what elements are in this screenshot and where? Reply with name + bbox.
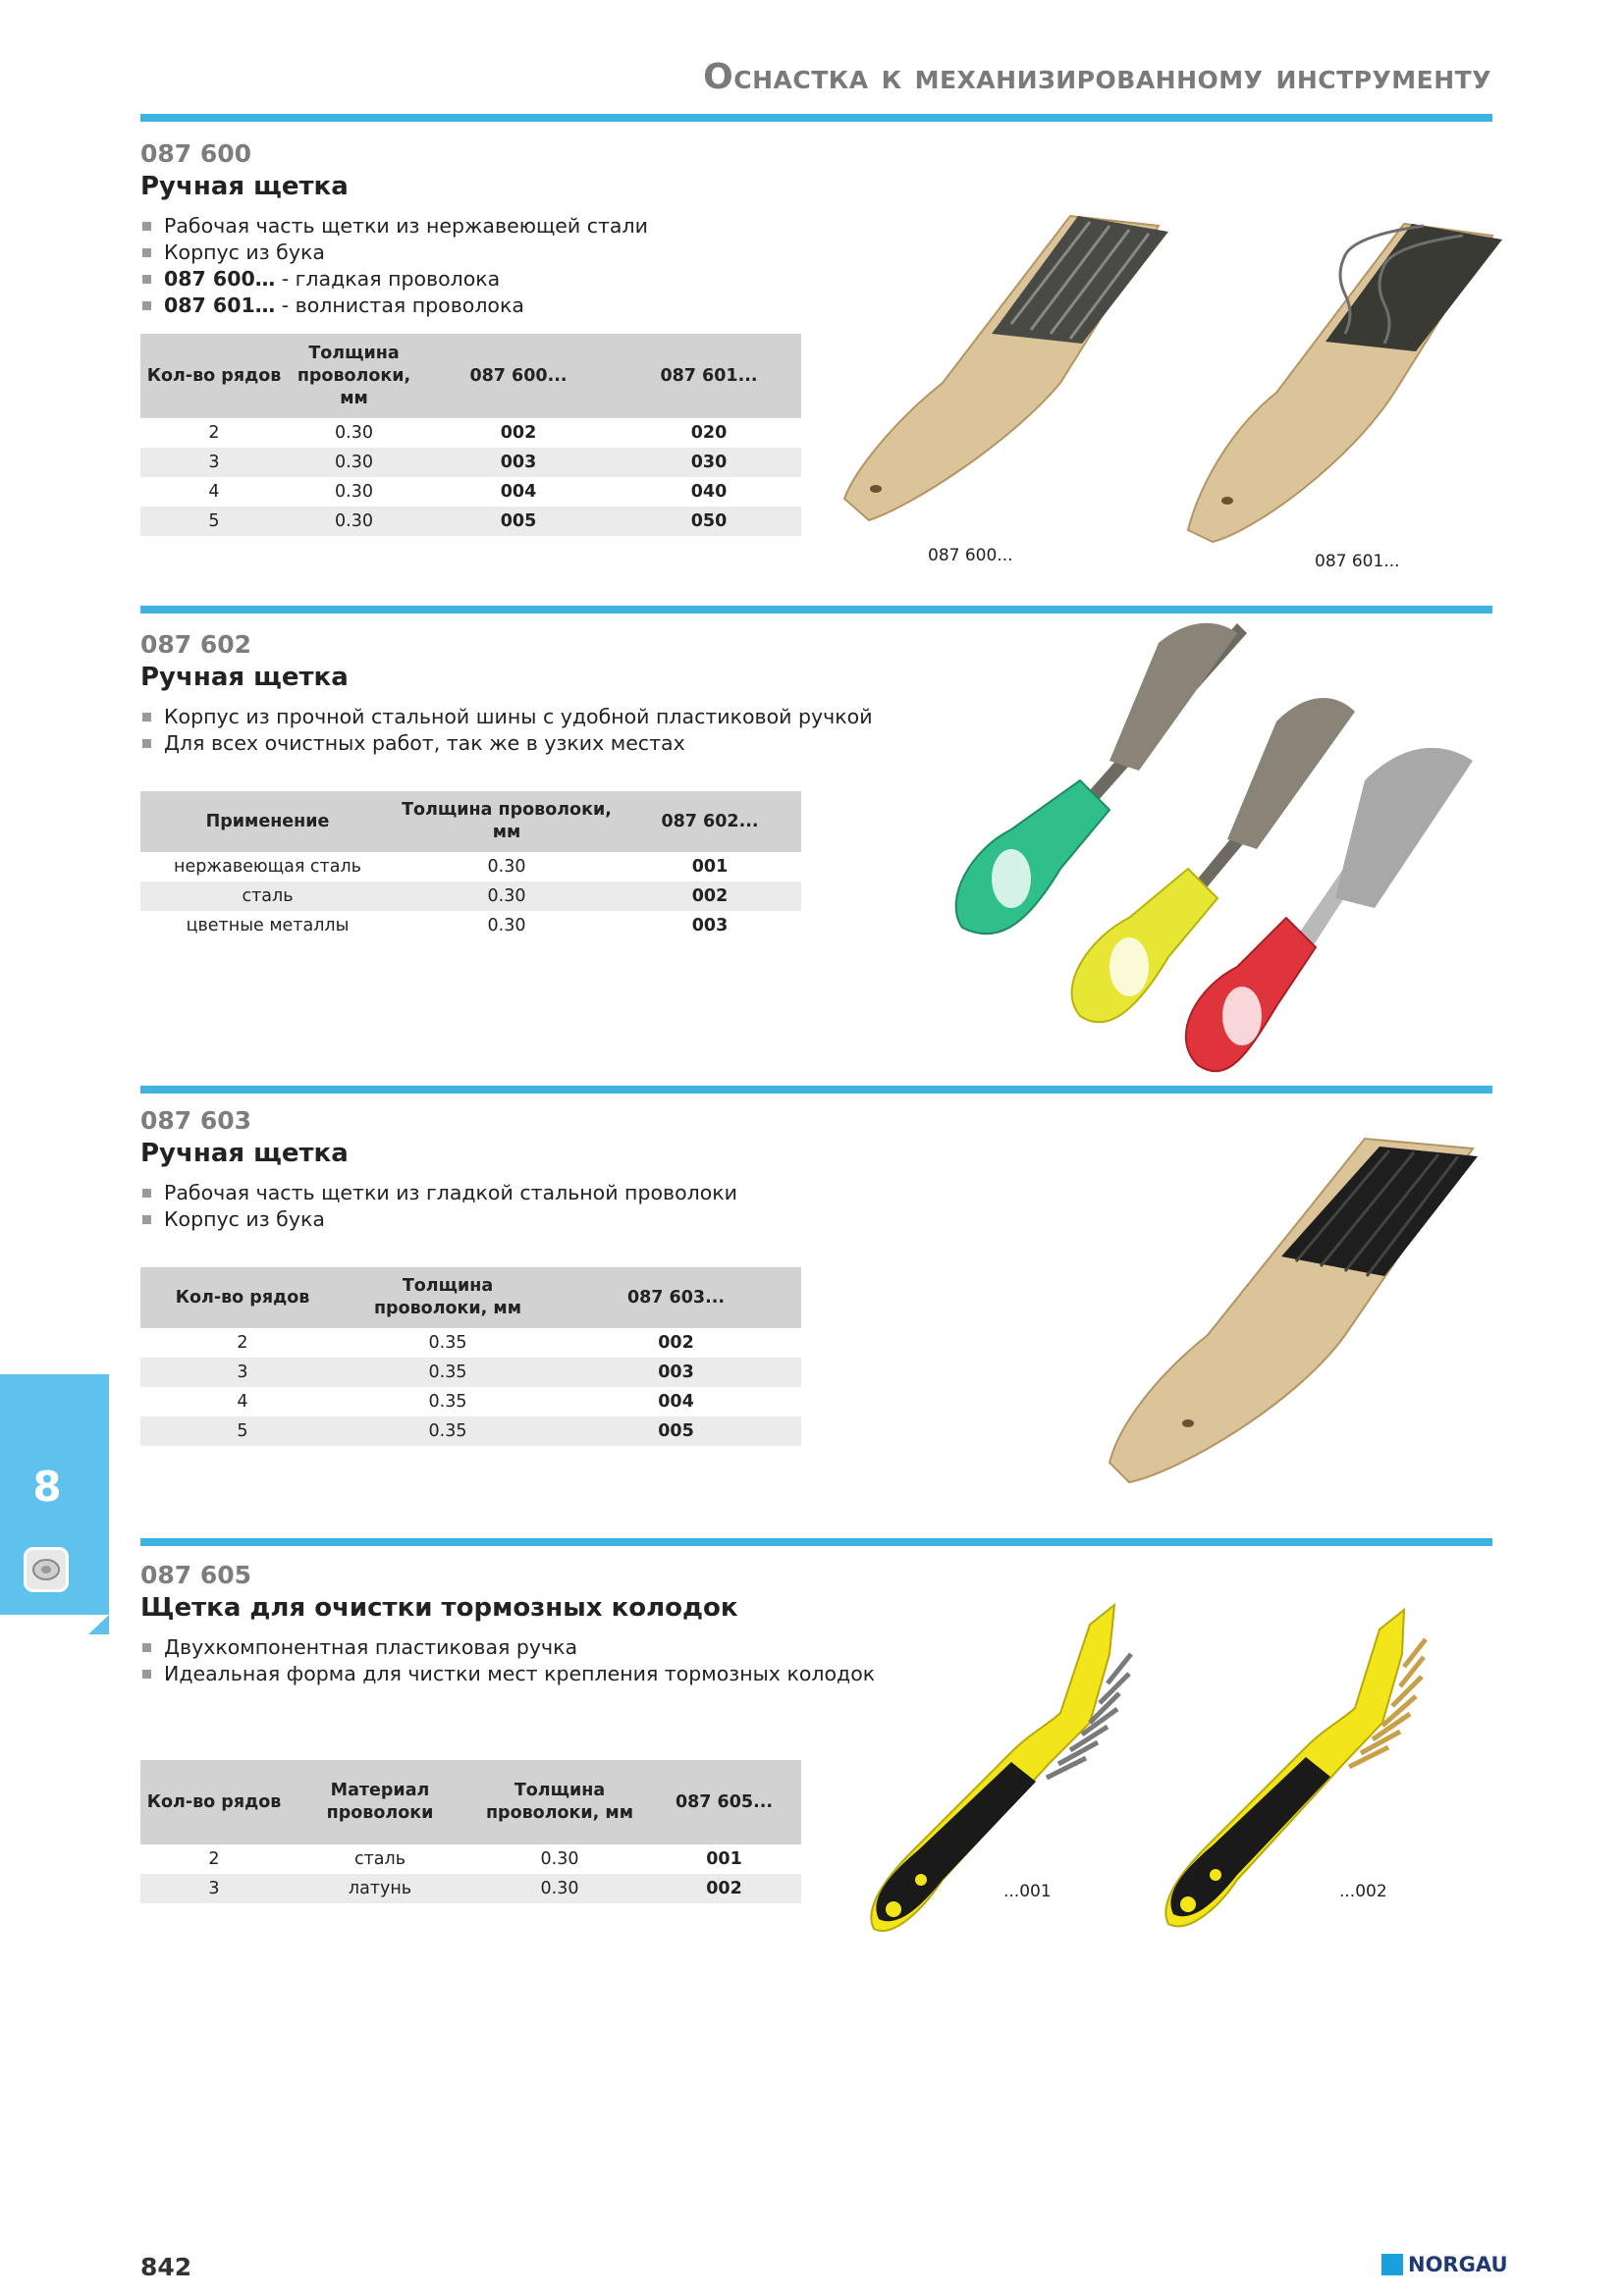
page-number: 842 — [140, 2253, 192, 2281]
table-header-row — [140, 791, 801, 852]
feature-item: Для всех очистных работ, так же в узких местах — [140, 730, 873, 757]
column-header: 087 602... — [619, 791, 801, 852]
brand-square-icon — [1381, 2254, 1403, 2275]
table-row: 4 0.30 004 040 — [208, 482, 728, 502]
feature-item: 087 601… - волнистая проволока — [140, 293, 648, 319]
spec-table — [140, 1760, 801, 1903]
table-header-row — [140, 334, 801, 418]
section-title: Ручная щетка — [140, 1139, 349, 1168]
section-rule — [140, 1538, 1492, 1546]
feature-list — [140, 213, 648, 319]
image-caption: ...002 — [1339, 1882, 1387, 1901]
table-row: нержавеющая сталь 0.30 001 — [174, 857, 729, 877]
page-heading: Оснастка к механизированному инструменту — [703, 57, 1491, 97]
column-header: Кол-во рядов — [140, 1760, 288, 1844]
table-row: 3 0.35 003 — [140, 1358, 801, 1387]
section-code: 087 602 — [140, 630, 252, 659]
column-header: Толщина проволоки, мм — [472, 1760, 647, 1844]
table-row: 3 латунь 0.30 002 — [140, 1874, 801, 1903]
feature-list — [140, 1180, 737, 1233]
section-rule — [140, 606, 1492, 614]
brake-brush-brass-image — [1159, 1610, 1502, 1944]
table-header-row — [140, 1760, 801, 1844]
spec-table — [140, 791, 801, 940]
table-row: цветные металлы 0.30 003 — [186, 916, 729, 935]
feature-item: Рабочая часть щетки из нержавеющей стали — [140, 213, 648, 240]
header-rule — [140, 114, 1492, 122]
feature-list — [140, 1634, 875, 1687]
feature-item: Корпус из бука — [140, 1206, 737, 1233]
feature-item: 087 600… - гладкая проволока — [140, 266, 648, 293]
table-row: 4 0.35 004 — [237, 1392, 694, 1412]
column-header: Кол-во рядов — [140, 334, 288, 418]
spec-table — [140, 334, 801, 536]
table-row: 2 0.35 002 — [237, 1333, 694, 1353]
section-code: 087 600 — [140, 139, 252, 168]
column-header: 087 601... — [617, 334, 801, 418]
table-row: 5 0.35 005 — [140, 1416, 801, 1446]
spec-table — [140, 1267, 801, 1446]
section-rule — [140, 1086, 1492, 1094]
column-header: Кол-во рядов — [140, 1267, 345, 1328]
feature-item: Корпус из прочной стальной шины с удобной пластиковой ручкой — [140, 704, 873, 730]
image-caption: 087 600... — [928, 546, 1013, 565]
column-header: Толщина проволоки, мм — [345, 1267, 551, 1328]
section-title: Щетка для очистки тормозных колодок — [140, 1593, 738, 1623]
image-caption: ...001 — [1003, 1882, 1052, 1901]
column-header: 087 603... — [551, 1267, 801, 1328]
wooden-brush-image — [825, 187, 1217, 540]
wooden-brush-image — [1168, 196, 1561, 550]
chapter-number: 8 — [32, 1463, 62, 1511]
feature-item: Корпус из бука — [140, 240, 648, 266]
feature-item: Рабочая часть щетки из гладкой стальной проволоки — [140, 1180, 737, 1206]
brand-logo: NORGAU — [1408, 2253, 1508, 2276]
feature-item: Двухкомпонентная пластиковая ручка — [140, 1634, 875, 1661]
section-title: Ручная щетка — [140, 663, 349, 692]
column-header: Толщина проволоки, мм — [288, 334, 420, 418]
column-header: Материал проволоки — [288, 1760, 472, 1844]
table-row: 5 0.30 005 050 — [140, 507, 801, 536]
image-caption: 087 601... — [1315, 552, 1400, 571]
table-row: 2 0.30 002 020 — [208, 423, 728, 443]
section-code: 087 605 — [140, 1561, 252, 1589]
section-code: 087 603 — [140, 1106, 252, 1135]
column-header: Толщина проволоки, мм — [395, 791, 619, 852]
wooden-brush-image — [1100, 1129, 1492, 1492]
column-header: Применение — [140, 791, 395, 852]
column-header: 087 600... — [420, 334, 617, 418]
grinding-disc-icon — [24, 1547, 69, 1592]
plastic-handle-brushes-image — [943, 623, 1492, 1075]
table-header-row — [140, 1267, 801, 1328]
section-title: Ручная щетка — [140, 172, 349, 201]
feature-item: Идеальная форма для чистки мест крепления тормозных колодок — [140, 1661, 875, 1687]
table-row: 3 0.30 003 030 — [140, 448, 801, 477]
column-header: 087 605... — [647, 1760, 801, 1844]
feature-list — [140, 704, 873, 757]
table-row: 2 сталь 0.30 001 — [208, 1849, 742, 1869]
table-row: сталь 0.30 002 — [140, 881, 801, 911]
